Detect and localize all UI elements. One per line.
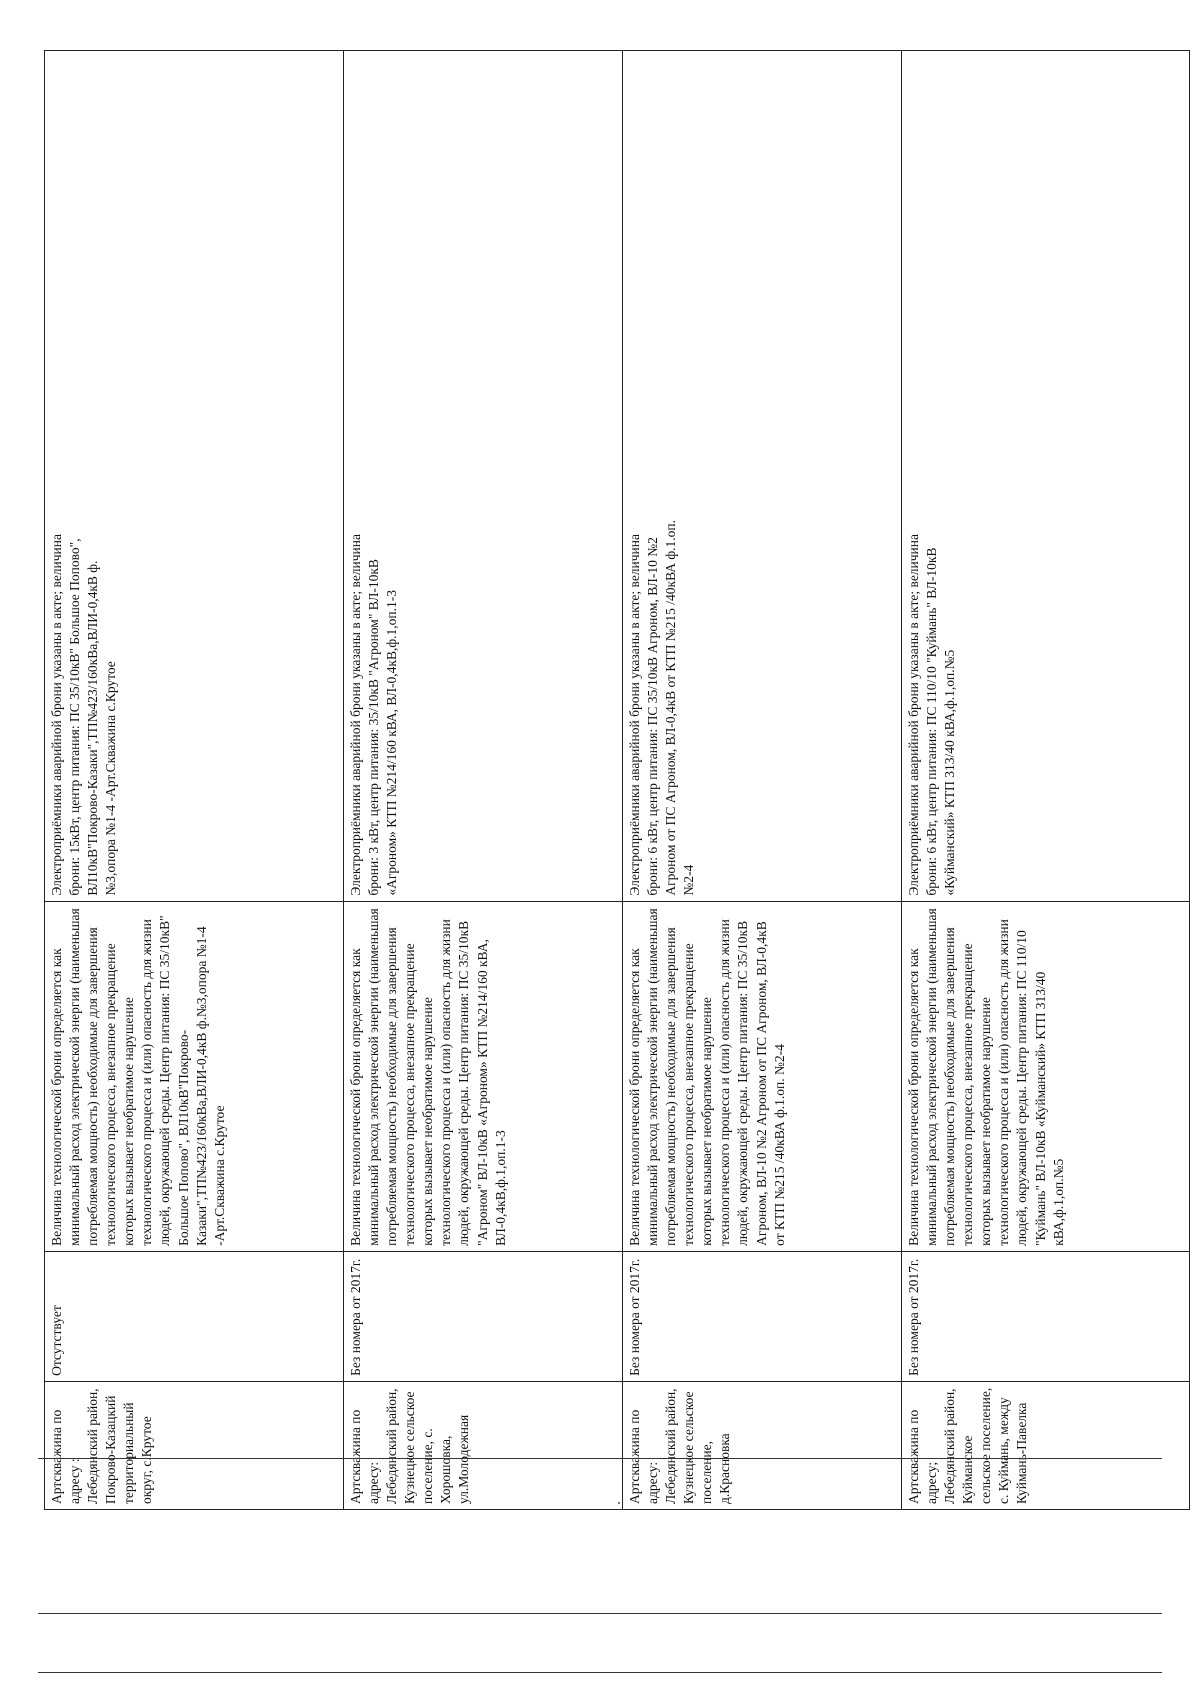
power-reserve-table <box>44 50 1190 1510</box>
separator-line <box>38 1672 1162 1673</box>
separator-line <box>38 1458 1162 1459</box>
document-cell: Без номера от 2017г. <box>344 1251 623 1381</box>
emergency-reserve-cell <box>623 51 902 902</box>
emergency-reserve-cell <box>902 51 1190 902</box>
address-cell: Артскважина по адресу: Лебедянский район, Кузнецкое сельское поселение, д.Красновка <box>623 1381 902 1509</box>
document-cell: Без номера от 2017г. <box>902 1251 1190 1381</box>
document-cell: Отсутствует <box>45 1251 344 1381</box>
separator-line <box>38 1613 1162 1614</box>
table-row <box>344 51 623 1510</box>
emergency-reserve-cell <box>344 51 623 902</box>
table-row <box>902 51 1190 1510</box>
scan-speck <box>618 1502 620 1504</box>
emergency-reserve-text: Электроприёмники аварийной брони указаны в акте; величина брони: 6 кВт, центр питания: ПС 110/10 "Куймань" ВЛ-10кВ «Куйманский» КТП 313/40 кВА,ф.1,оп.№5 <box>906 534 958 896</box>
address-cell: Артскважина по адресу : Лебедянский район, Покрово-Казацкий территориальный округ, с.Крутое <box>45 1381 344 1509</box>
emergency-reserve-text: Электроприёмники аварийной брони указаны в акте; величина брони: 15кВт, центр питания: ПС 35/10кВ" Большое Попово", ВЛ10кВ"Покрово-Казаки",ТП№423/160кВа,ВЛИ-0,4кВ ф.№3,опора №1-4 -Арт.Скважина с.Крутое <box>49 534 119 896</box>
emergency-reserve-text: Электроприёмники аварийной брони указаны в акте; величина брони: 6 кВт, центр питания: ПС 35/10кВ Агроном, ВЛ-10 №2 Агроном от ПС Агроном, ВЛ-0,4кВ от КТП №215 /40кВА ф.1.оп. №2-4 <box>627 520 697 896</box>
emergency-reserve-cell <box>45 51 344 902</box>
technological-reserve-cell: Величина технологической брони определяется как минимальный расход электрической энергии (наименьшая потребляемая мощность) необходимые для завершения технологического процесса, внезапное прекращение которых вызывает необратимое нарушение технологического процесса и (или) опасность для жизни людей, окружающей среды. Центр питания: ПС 35/10кВ "Агроном" ВЛ-10кВ «Агроном» КТП №214/160 кВА, ВЛ-0,4кВ,ф.1,оп.1-3 <box>344 901 623 1251</box>
technological-reserve-cell: Величина технологической брони определяется как минимальный расход электрической энергии (наименьшая потребляемая мощность) необходимые для завершения технологического процесса, внезапное прекращение которых вызывает необратимое нарушение технологического процесса и (или) опасность для жизни людей, окружающей среды. Центр питания: ПС 35/10кВ Агроном, ВЛ-10 №2 Агроном от ПС Агроном, ВЛ-0,4кВ от КТП №215 /40кВА ф.1.оп. №2-4 <box>623 901 902 1251</box>
document-cell: Без номера от 2017г. <box>623 1251 902 1381</box>
table-row <box>623 51 902 1510</box>
table-row <box>45 51 344 1510</box>
address-cell: Артскважина по адресу: Лебедянский район, Кузнецкое сельское поселение, с. Хорошовка, ул.Молодежная <box>344 1381 623 1509</box>
emergency-reserve-text: Электроприёмники аварийной брони указаны в акте; величина брони: 3 кВт, центр питания: 35/10кВ "Агроном" ВЛ-10кВ «Агроном» КТП №214/160 кВА, ВЛ-0,4кВ,ф.1,оп.1-3 <box>348 534 400 896</box>
rotated-table-page <box>44 50 1189 1510</box>
technological-reserve-cell: Величина технологической брони определяется как минимальный расход электрической энергии (наименьшая потребляемая мощность) необходимые для завершения технологического процесса, внезапное прекращение которых вызывает необратимое нарушение технологического процесса и (или) опасность для жизни людей, окружающей среды. Центр питания: ПС 110/10 "Куймань" ВЛ-10кВ «Куйманский» КТП 313/40 кВА,ф.1,оп.№5 <box>902 901 1190 1251</box>
technological-reserve-cell: Величина технологической брони определяется как минимальный расход электрической энергии (наименьшая потребляемая мощность) необходимые для завершения технологического процесса, внезапное прекращение которых вызывает необратимое нарушение технологического процесса и (или) опасность для жизни людей, окружающей среды. Центр питания: ПС 35/10кВ" Большое Попово", ВЛ10кВ"Покрово-Казаки",ТП№423/160кВа,ВЛИ-0,4кВ ф.№3,опора №1-4 -Арт.Скважина с.Крутое <box>45 901 344 1251</box>
address-cell: Артскважина по адресу; Лебедянский район, Куйманское сельское поселение, с. Куймань, между Куймань-Павелка <box>902 1381 1190 1509</box>
